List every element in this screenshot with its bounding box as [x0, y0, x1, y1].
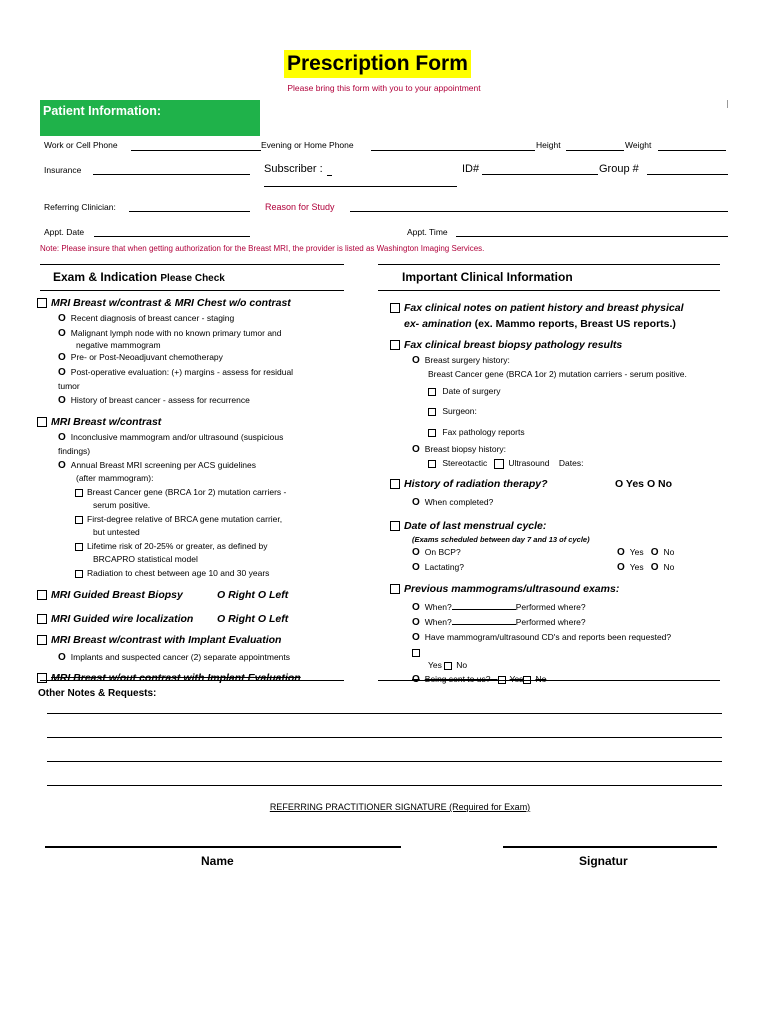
appt-date-label: Appt. Date — [44, 227, 85, 237]
evening-phone-label: Evening or Home Phone — [261, 140, 354, 150]
radio-icon: O — [615, 478, 626, 490]
radiation-when[interactable]: O When completed? — [412, 497, 494, 508]
checkbox-icon[interactable] — [444, 662, 452, 670]
sub-indication[interactable]: Breast Cancer gene (BRCA 1or 2) mutation carriers - — [75, 487, 286, 497]
exam-implant-no-contrast[interactable]: MRI Breast w/out contrast with Implant Evaluation — [37, 672, 301, 684]
surgery-history[interactable]: O Breast surgery history: — [412, 355, 510, 366]
radio-icon: O — [412, 602, 420, 613]
radio-icon: O — [58, 460, 66, 471]
radio-icon: O — [412, 547, 420, 558]
checkbox-icon[interactable] — [428, 429, 436, 437]
sub-indication[interactable]: First-degree relative of BRCA gene mutation carrier, — [75, 514, 282, 524]
checkbox-icon[interactable] — [494, 459, 504, 469]
group-label: Group # — [599, 163, 639, 175]
radio-icon: O — [58, 313, 66, 324]
exam-mri-breast-chest[interactable]: MRI Breast w/contrast & MRI Chest w/o contrast — [37, 297, 291, 309]
sub-indication-cont: but untested — [93, 527, 140, 537]
checkbox-icon[interactable] — [75, 543, 83, 551]
clinical-menstrual[interactable]: Date of last menstrual cycle: — [390, 520, 546, 532]
exam-implant-contrast[interactable]: MRI Breast w/contrast with Implant Evaluation — [37, 634, 281, 646]
id-field[interactable] — [482, 174, 598, 175]
radio-icon: O — [617, 562, 625, 573]
indication-item-cont: negative mammogram — [76, 340, 161, 350]
checkbox-icon[interactable] — [75, 516, 83, 524]
indication-item[interactable]: O Post-operative evaluation: (+) margins - assess for residual — [58, 367, 294, 378]
checkbox-icon[interactable] — [75, 489, 83, 497]
exam-wire-localization[interactable]: MRI Guided wire localization — [37, 613, 193, 625]
authorization-note: Note: Please insure that when getting authorization for the Breast MRI, the provider is listed as Washington Imaging Services. — [40, 244, 485, 253]
exam-mri-breast-contrast[interactable]: MRI Breast w/contrast — [37, 416, 161, 428]
evening-phone-field[interactable] — [371, 150, 535, 151]
indication-item-cont: (after mammogram): — [76, 473, 154, 483]
radio-icon: O — [412, 355, 420, 366]
when-field[interactable] — [452, 609, 516, 610]
weight-label: Weight — [625, 140, 652, 150]
signature-label: Signatur — [579, 854, 628, 868]
form-title: Prescription Form — [284, 50, 471, 78]
checkbox-icon[interactable] — [37, 417, 47, 427]
radio-icon: O — [58, 652, 66, 663]
left-column-bottom-rule — [40, 680, 344, 681]
appt-time-field[interactable] — [456, 236, 728, 237]
indication-item-cont: findings) — [58, 446, 91, 456]
radio-icon: O — [58, 328, 66, 339]
checkbox-icon[interactable] — [37, 635, 47, 645]
name-label: Name — [201, 854, 234, 868]
indication-item[interactable]: O Annual Breast MRI screening per ACS guidelines — [58, 460, 256, 471]
signature-line[interactable] — [503, 846, 717, 848]
form-subtitle: Please bring this form with you to your appointment — [287, 83, 481, 93]
menstrual-note: (Exams scheduled between day 7 and 13 of cycle) — [412, 535, 590, 544]
indication-item[interactable]: O Implants and suspected cancer (2) separate appointments — [58, 652, 291, 663]
biopsy-types[interactable]: Stereotactic Ultrasound Dates: — [428, 458, 584, 469]
radio-icon: O — [58, 395, 66, 406]
radio-icon: O — [257, 613, 269, 625]
surgeon[interactable]: Surgeon: — [428, 406, 477, 416]
indication-item[interactable]: O Malignant lymph node with no known primary tumor and — [58, 328, 282, 339]
checkbox-icon[interactable] — [428, 388, 436, 396]
referring-clinician-label: Referring Clinician: — [44, 202, 116, 212]
radio-icon: O — [412, 497, 420, 508]
signature-caption: REFERRING PRACTITIONER SIGNATURE (Required for Exam) — [269, 802, 531, 812]
prev-exam-row[interactable]: O When? Performed where? — [412, 617, 586, 628]
radio-icon: O — [646, 478, 659, 490]
checkbox-icon[interactable] — [37, 614, 47, 624]
sub-indication-cont: BRCAPRO statistical model — [93, 554, 198, 564]
fax-pathology[interactable]: Fax pathology reports — [428, 427, 525, 437]
clinical-info-header: Important Clinical Information — [402, 270, 573, 284]
id-label: ID# — [462, 163, 480, 175]
radio-icon: O — [257, 589, 269, 601]
clinical-fax-notes[interactable]: Fax clinical notes on patient history and breast physical — [390, 302, 684, 314]
exam-indication-title: Exam & Indication — [53, 270, 158, 284]
radio-icon: O — [412, 674, 420, 685]
appt-date-field[interactable] — [94, 236, 250, 237]
indication-item[interactable]: O History of breast cancer - assess for recurrence — [58, 395, 250, 406]
wire-side[interactable]: O Right O Left — [217, 613, 289, 625]
insurance-field[interactable] — [93, 174, 250, 175]
checkbox-icon[interactable] — [37, 673, 47, 683]
sub-indication-cont: serum positive. — [93, 500, 151, 510]
notes-line[interactable] — [47, 761, 722, 762]
notes-line[interactable] — [47, 737, 722, 738]
radio-icon: O — [650, 562, 659, 573]
biopsy-side[interactable]: O Right O Left — [217, 589, 289, 601]
exam-guided-biopsy[interactable]: MRI Guided Breast Biopsy — [37, 589, 183, 601]
radio-icon: O — [650, 547, 659, 558]
clinical-previous-exams[interactable]: Previous mammograms/ultrasound exams: — [390, 583, 619, 595]
insurance-label: Insurance — [44, 165, 82, 175]
cds-requested[interactable]: O Have mammogram/ultrasound CD's and reports been requested? — [412, 632, 672, 643]
checkbox-icon[interactable] — [37, 590, 47, 600]
checkbox-icon[interactable] — [428, 408, 436, 416]
other-notes-label: Other Notes & Requests: — [38, 688, 157, 699]
prev-exam-row[interactable]: O When? Performed where? — [412, 602, 586, 613]
radio-icon: O — [58, 367, 66, 378]
checkbox-icon[interactable] — [390, 340, 400, 350]
sub-indication[interactable]: Lifetime risk of 20-25% or greater, as defined by — [75, 541, 267, 551]
clinical-fax-notes-cont: ex- amination (ex. Mammo reports, Breast US reports.) — [404, 318, 676, 330]
please-check-label: Please Check — [160, 273, 225, 284]
subscriber-field[interactable] — [327, 175, 332, 176]
checkbox-icon[interactable] — [37, 298, 47, 308]
right-column-bottom-rule — [378, 680, 720, 681]
height-field[interactable] — [566, 150, 624, 151]
radio-icon: O — [412, 617, 420, 628]
group-field[interactable] — [647, 174, 728, 175]
radio-icon: O — [58, 352, 66, 363]
radio-icon: O — [412, 444, 420, 455]
radio-icon: O — [412, 632, 420, 643]
cds-checkbox[interactable] — [412, 647, 424, 657]
reason-label: Reason for Study — [265, 202, 335, 212]
patient-info-banner — [40, 100, 260, 136]
margin-mark — [727, 100, 728, 108]
reason-field[interactable] — [350, 211, 728, 212]
when-field[interactable] — [452, 624, 516, 625]
checkbox-icon[interactable] — [75, 570, 83, 578]
checkbox-icon[interactable] — [412, 649, 420, 657]
biopsy-history[interactable]: O Breast biopsy history: — [412, 444, 507, 455]
lact-yes-no[interactable]: O Yes O No — [617, 562, 675, 573]
notes-line[interactable] — [47, 713, 722, 714]
indication-item[interactable]: O Pre- or Post-Neoadjuvant chemotherapy — [58, 352, 223, 363]
radio-icon: O — [58, 432, 66, 443]
bcp-yes-no[interactable]: O Yes O No — [617, 547, 675, 558]
subscriber-label: Subscriber : — [264, 163, 323, 175]
checkbox-icon[interactable] — [428, 460, 436, 468]
checkbox-icon[interactable] — [390, 303, 400, 313]
radio-icon: O — [217, 613, 229, 625]
patient-info-label: Patient Information: — [43, 104, 162, 118]
checkbox-icon[interactable] — [390, 521, 400, 531]
clinical-radiation[interactable]: History of radiation therapy? — [390, 478, 548, 490]
radiation-yes-no[interactable]: O Yes O No — [615, 478, 673, 490]
right-header-top-rule — [378, 264, 720, 265]
checkbox-icon[interactable] — [390, 479, 400, 489]
exam-indication-header — [53, 270, 225, 284]
checkbox-icon[interactable] — [390, 584, 400, 594]
left-header-top-rule — [40, 264, 344, 265]
date-of-surgery[interactable]: Date of surgery — [428, 386, 501, 396]
radio-icon: O — [412, 562, 420, 573]
lactating[interactable]: O Lactating? — [412, 562, 465, 573]
subscriber-field-line2[interactable] — [264, 186, 457, 187]
appt-time-label: Appt. Time — [407, 227, 448, 237]
clinical-fax-biopsy[interactable]: Fax clinical breast biopsy pathology results — [390, 339, 622, 351]
indication-item[interactable]: O Recent diagnosis of breast cancer - staging — [58, 313, 235, 324]
radio-icon: O — [217, 589, 229, 601]
weight-field[interactable] — [658, 150, 726, 151]
being-sent[interactable]: O Being sent to us? Yes No — [412, 674, 547, 685]
cds-yes-no[interactable]: Yes No — [428, 660, 468, 670]
indication-item-cont: tumor — [58, 381, 80, 391]
notes-line[interactable] — [47, 785, 722, 786]
radio-icon: O — [617, 547, 625, 558]
sub-indication[interactable]: Radiation to chest between age 10 and 30 years — [75, 568, 269, 578]
on-bcp[interactable]: O On BCP? — [412, 547, 461, 558]
indication-item[interactable]: O Inconclusive mammogram and/or ultrasound (suspicious — [58, 432, 284, 443]
referring-clinician-field[interactable] — [129, 211, 250, 212]
height-label: Height — [536, 140, 561, 150]
name-line[interactable] — [45, 846, 401, 848]
work-phone-field[interactable] — [131, 150, 261, 151]
left-header-bottom-rule — [40, 290, 344, 291]
work-phone-label: Work or Cell Phone — [44, 140, 118, 150]
right-header-bottom-rule — [378, 290, 720, 291]
brca-note: Breast Cancer gene (BRCA 1or 2) mutation carriers - serum positive. — [428, 369, 687, 379]
